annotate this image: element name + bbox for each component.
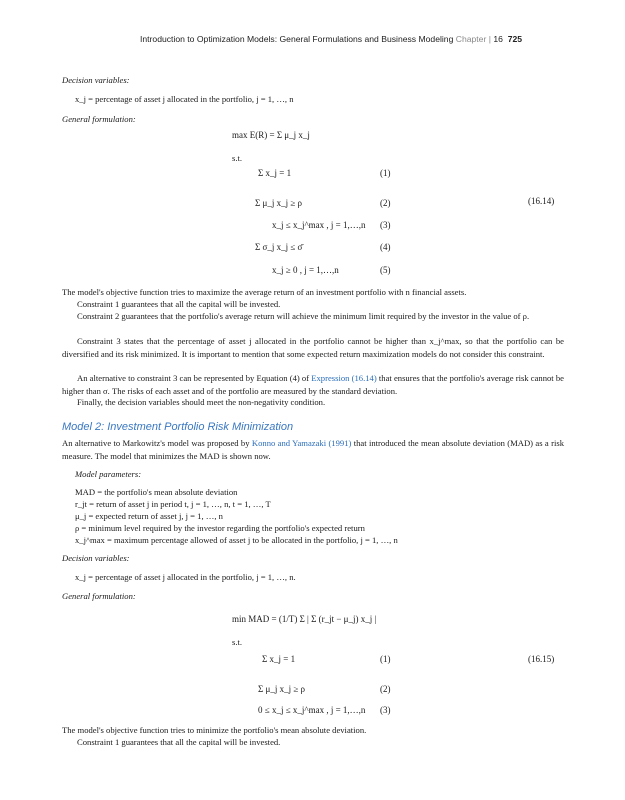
header-title: Introduction to Optimization Models: General Formulations and Business Modeling — [140, 34, 454, 44]
paragraph-mad-objective: The model's objective function tries to minimize the portfolio's mean absolute deviation. — [62, 725, 367, 735]
header-chapter-label: Chapter — [455, 34, 487, 44]
constraint-5: x_j ≥ 0 , j = 1,…,n — [272, 265, 339, 275]
paragraph-section-intro — [62, 437, 564, 462]
constraint-3: x_j ≤ x_j^max , j = 1,…,n — [272, 220, 366, 230]
decision-variables-label: Decision variables: — [62, 75, 130, 85]
paragraph-constraint-2: Constraint 2 guarantees that the portfolio's average return will achieve the minimum limit required by the investor in the value of ρ. — [77, 311, 530, 321]
constraint-3-number: (3) — [380, 220, 391, 230]
general-formulation-label: General formulation: — [62, 114, 136, 124]
general-formulation-label-2: General formulation: — [62, 591, 136, 601]
constraint-4: Σ σ_j x_j ≤ σ̄ — [255, 242, 303, 252]
st-label-2: s.t. — [232, 637, 243, 647]
alt-text-a: An alternative to constraint 3 can be represented by Equation (4) of — [77, 373, 310, 383]
equation-number-16-14: (16.14) — [528, 196, 555, 206]
paragraph-mad-constraint-1: Constraint 1 guarantees that all the capital will be invested. — [77, 737, 281, 747]
mad-constraint-2-number: (2) — [380, 684, 391, 694]
mad-constraint-1-number: (1) — [380, 654, 391, 664]
header-separator: | — [488, 34, 491, 44]
constraint-1-number: (1) — [380, 168, 391, 178]
expression-link[interactable]: Expression (16.14) — [311, 373, 377, 383]
st-label: s.t. — [232, 153, 243, 163]
intro-text-a: An alternative to Markowitz's model was proposed by — [62, 438, 250, 448]
running-header — [140, 34, 522, 44]
konno-yamazaki-link[interactable]: Konno and Yamazaki (1991) — [251, 438, 352, 448]
section-heading: Model 2: Investment Portfolio Risk Minimization — [62, 421, 294, 433]
intro-text-b: that introduced the mean absolute deviation (MAD) as a risk measure. The model that minimizes the MAD is shown now. — [62, 438, 564, 461]
param-mad: MAD = the portfolio's mean absolute deviation — [75, 487, 238, 497]
paragraph-constraint-1: Constraint 1 guarantees that all the capital will be invested. — [77, 299, 281, 309]
constraint-2-number: (2) — [380, 198, 391, 208]
param-rho: ρ = minimum level required by the investor regarding the portfolio's expected return — [75, 523, 365, 533]
paragraph-objective: The model's objective function tries to maximize the average return of an investment portfolio with n financial assets. — [62, 287, 467, 297]
paragraph-alternative — [62, 372, 564, 397]
objective-min-mad: min MAD = (1/T) Σ | Σ (r_jt − μ_j) x_j | — [232, 614, 377, 624]
equation-number-16-15: (16.15) — [528, 654, 555, 664]
model-parameters-label: Model parameters: — [75, 469, 142, 479]
mad-constraint-3: 0 ≤ x_j ≤ x_j^max , j = 1,…,n — [258, 705, 366, 715]
alt-text-b: that ensures that the portfolio's average risk cannot be higher than σ. The risks of each asset and of the portfolio are measured by the standard deviation. — [62, 373, 564, 396]
decision-variables-label-2: Decision variables: — [62, 553, 130, 563]
paragraph-non-negativity: Finally, the decision variables should meet the non-negativity condition. — [77, 397, 326, 407]
param-return: r_jt = return of asset j in period t, j = 1, …, n, t = 1, …, T — [75, 499, 271, 509]
decision-variables-text-2: x_j = percentage of asset j allocated in the portfolio, j = 1, …, n. — [75, 572, 296, 582]
mad-constraint-2: Σ μ_j x_j ≥ ρ — [258, 684, 305, 694]
objective-max: max E(R) = Σ μ_j x_j — [232, 130, 310, 140]
header-chapter-number: 16 — [493, 34, 503, 44]
constraint-4-number: (4) — [380, 242, 391, 252]
constraint-2: Σ μ_j x_j ≥ ρ — [255, 198, 302, 208]
constraint-5-number: (5) — [380, 265, 391, 275]
mad-constraint-1: Σ x_j = 1 — [262, 654, 296, 664]
page-number: 725 — [507, 34, 523, 44]
param-xmax: x_j^max = maximum percentage allowed of asset j to be allocated in the portfolio, j = 1, …, n — [75, 535, 398, 545]
param-expected-return: μ_j = expected return of asset j, j = 1, …, n — [75, 511, 223, 521]
paragraph-constraint-3: Constraint 3 states that the percentage of asset j allocated in the portfolio cannot be higher than x_j^max, so that the portfolio can be diversified and its risk minimized. It is important to mention that some expected return maximization models do not consider this constraint. — [62, 336, 564, 359]
mad-constraint-3-number: (3) — [380, 705, 391, 715]
constraint-1: Σ x_j = 1 — [258, 168, 292, 178]
decision-variables-text: x_j = percentage of asset j allocated in the portfolio, j = 1, …, n — [75, 94, 294, 104]
